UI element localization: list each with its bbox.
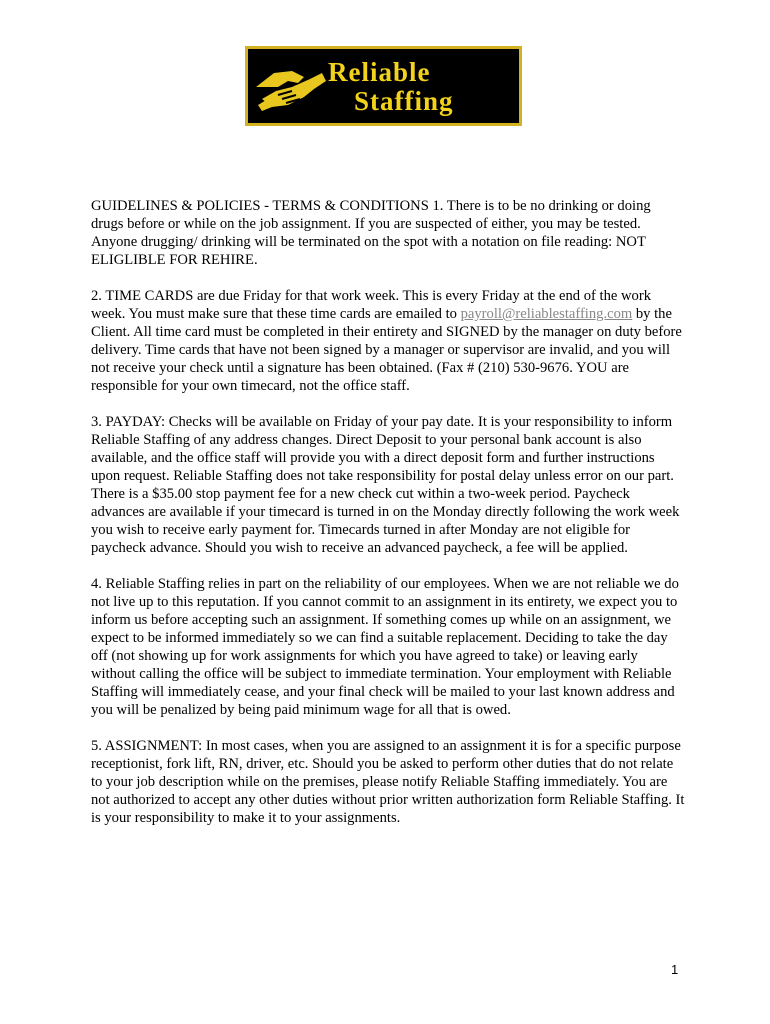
paragraph-reliability: 4. Reliable Staffing relies in part on the reliability of our employees. When we are not reliable we do not live up to this reputation. If you cannot commit to an assignment in its entirety, we expect you to inform us before accepting such an assignment. If something comes up while on an assignment, we expect to be informed immediately so we can find a suitable replacement. Deciding to take the day off (not showing up for work assignments for which you have agreed to take) or leaving early without calling the office will be subject to immediate termination. Your employment with Reliable Staffing will immediately cease, and your final check will be mailed to your last known address and you will be penalized by being paid minimum wage for all that is owed. [91,576,679,718]
paragraph-guidelines: GUIDELINES & POLICIES - TERMS & CONDITIONS 1. There is to be no drinking or doing drugs before or while on the job assignment. If you are suspected of either, you may be tested. Anyone drugging/ drinking will be terminated on the spot with a notation on file reading: NOT ELIGLIBLE FOR REHIRE. [91,198,651,268]
time-cards-text-2: by the Client. All time card must be completed in their entirety and SIGNED by the manager on duty before delivery. Time cards that have not been signed by a manager or supervisor are invalid, and you will not receive your check until a signature has been obtained. (Fax # (210) 530-9676. YOU are responsible for your own timecard, not the office staff. [91,306,682,394]
logo-word-staffing: Staffing [354,86,454,116]
paragraph-payday: 3. PAYDAY: Checks will be available on Friday of your pay date. It is your responsibility to inform Reliable Staffing of any address changes. Direct Deposit to your personal bank account is also available, and the office staff will provide you with a direct deposit form and further instructions upon request. Reliable Staffing does not take responsibility for postal delay unless error on our part. There is a $35.00 stop payment fee for a new check cut within a two-week period. Paycheck advances are available if your timecard is turned in on the Monday directly following the work week you wish to receive early payment for. Timecards turned in after Monday are not eligible for paycheck advance. Should you wish to receive an advanced paycheck, a fee will be applied. [91,414,680,556]
paragraph-time-cards [91,287,686,395]
time-cards-text-1: 2. TIME CARDS are due Friday for that work week. This is every Friday at the end of the work week. You must make sure that these time cards are emailed to [91,288,651,322]
payroll-email-link[interactable]: payroll@reliablestaffing.com [460,306,633,322]
paragraph-assignment: 5. ASSIGNMENT: In most cases, when you are assigned to an assignment it is for a specific purpose receptionist, fork lift, RN, driver, etc. Should you be asked to perform other duties that do not relate to your job description while on the premises, please notify Reliable Staffing immediately. You are not authorized to accept any other duties without prior written authorization form Reliable Staffing. It is your responsibility to make it to your assignments. [91,738,685,826]
company-logo [245,46,522,126]
page-number: 1 [671,962,679,977]
terms-document-body [91,197,686,845]
logo-word-reliable: Reliable [328,57,431,87]
